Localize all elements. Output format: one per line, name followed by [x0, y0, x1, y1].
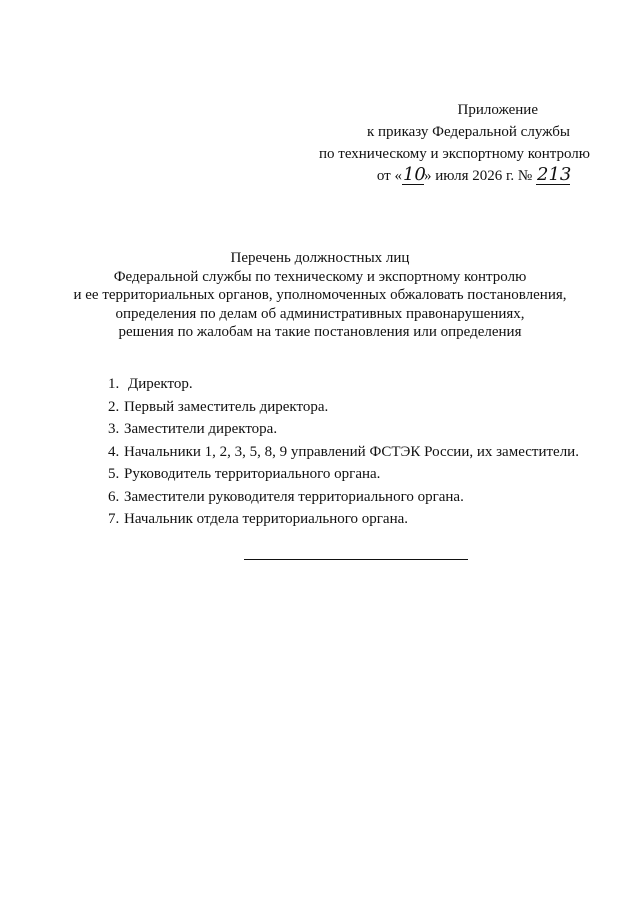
title-line: решения по жалобам на такие постановления или определения [118, 324, 522, 340]
appendix-service-name: по техническому и экспортному контролю [318, 146, 590, 162]
date-middle: » июля 2026 г. № [423, 168, 533, 184]
list-item-number: 6. [108, 488, 120, 505]
list-item-number: 1. [108, 376, 120, 392]
title-line: и ее территориальных органов, уполномоченных обжаловать постановления, [73, 287, 567, 303]
list-item [108, 508, 608, 531]
handwritten-order-number: 213 [537, 164, 572, 185]
appendix-title: Приложение [457, 102, 538, 118]
list-item-text: Заместители директора. [124, 421, 278, 437]
list-item [108, 463, 608, 486]
list-item-number: 5. [108, 466, 120, 482]
list-item [108, 418, 608, 441]
appendix-header [300, 99, 590, 187]
list-item [108, 486, 608, 509]
title-line: определения по делам об административных правонарушениях, [115, 305, 525, 322]
document-title [60, 249, 580, 342]
list-item-text: Начальник отдела территориального органа. [124, 511, 409, 527]
title-line: Перечень должностных лиц [230, 250, 410, 266]
appendix-date-line [300, 165, 590, 187]
title-line: Федеральной службы по техническому и экспортному контролю [113, 268, 527, 285]
list-item-number: 3. [108, 421, 120, 437]
date-prefix: от « [376, 168, 402, 184]
list-item-text: Руководитель территориального органа. [124, 466, 381, 482]
end-divider-line [244, 559, 468, 560]
officials-list [108, 373, 608, 531]
list-item [108, 373, 608, 396]
appendix-order-ref: к приказу Федеральной службы [366, 124, 570, 140]
list-item-text: Первый заместитель директора. [124, 398, 329, 415]
handwritten-day: 10 [402, 164, 426, 185]
list-item-number: 7. [108, 511, 120, 527]
list-item-text: Заместители руководителя территориального органа. [124, 488, 464, 505]
list-item [108, 441, 608, 464]
list-item-number: 2. [108, 398, 120, 415]
list-item-number: 4. [108, 443, 120, 460]
list-item [108, 396, 608, 419]
list-item-text: Директор. [128, 376, 193, 392]
list-item-text: Начальники 1, 2, 3, 5, 8, 9 управлений ФСТЭК России, их заместители. [124, 443, 579, 460]
